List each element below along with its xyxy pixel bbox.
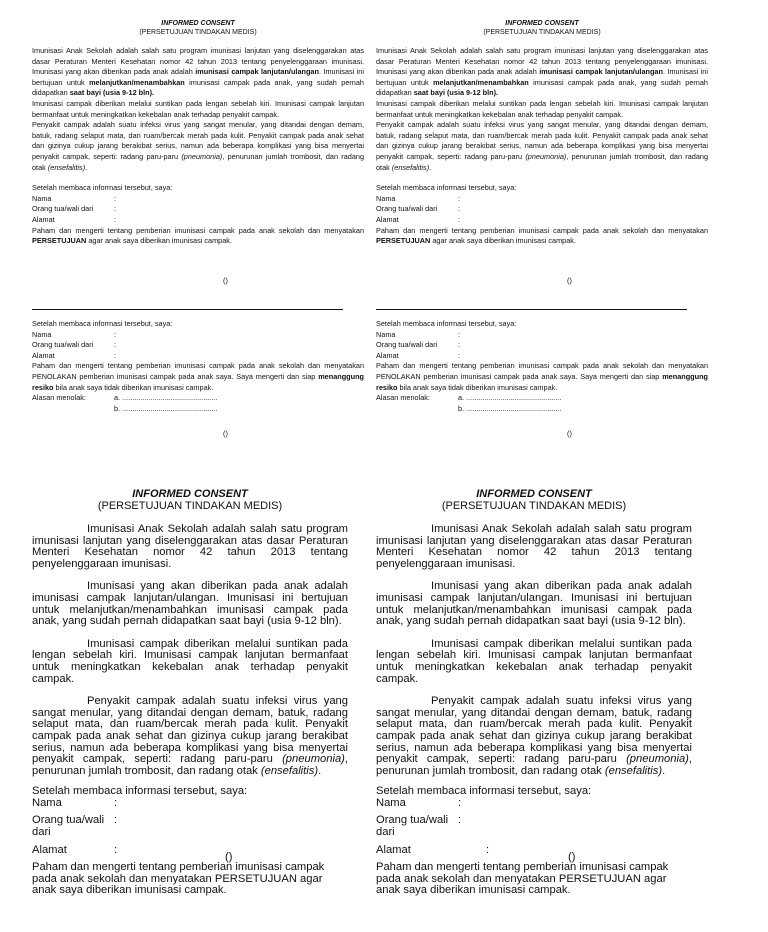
form-title: INFORMED CONSENT xyxy=(505,20,579,27)
form-title: INFORMED CONSENT xyxy=(161,20,235,27)
after-reading-text: Setelah membaca informasi tersebut, saya: xyxy=(376,183,517,193)
parent-field[interactable]: Orang tua/wali dari : xyxy=(376,340,461,350)
rejection-statement: Paham dan mengerti tentang pemberian imunisasi campak pada anak sekolah dan menyatakan PENOLAKAN pemberian imunisasi campak pada anak saya. Saya mengerti dan siap menanggung resiko bila anak saya tidak diberikan imunisasi campak. xyxy=(32,361,364,392)
injection-paragraph: Imunisasi campak diberikan melalui suntikan pada lengan sebelah kiri. Imunisasi campak lanjutan bermanfaat untuk meningkatkan kekebalan anak terhadap penyakit campak. xyxy=(376,98,708,119)
address-field[interactable]: Alamat : xyxy=(32,350,117,360)
consent-form-top-left xyxy=(32,20,364,247)
address-field[interactable]: Alamat : xyxy=(32,214,117,224)
parent-field[interactable]: Orang tua/wali dari : xyxy=(376,814,462,839)
name-field[interactable]: Nama : xyxy=(376,193,461,203)
parent-field[interactable]: Orang tua/wali dari : xyxy=(32,204,117,214)
name-field[interactable]: Nama : xyxy=(32,193,117,203)
form-subtitle: (PERSETUJUAN TINDAKAN MEDIS) xyxy=(139,28,257,36)
consent-form-bottom-right xyxy=(376,488,692,897)
rejection-statement: Paham dan mengerti tentang pemberian imunisasi campak pada anak sekolah dan menyatakan PENOLAKAN pemberian imunisasi campak pada anak saya. Saya mengerti dan siap menanggung resiko bila anak saya tidak diberikan imunisasi campak. xyxy=(376,361,708,392)
address-field[interactable]: Alamat : xyxy=(376,843,490,856)
after-reading-text: Setelah membaca informasi tersebut, saya: xyxy=(32,183,173,193)
reason-field-a[interactable]: Alasan menolak: a. ............................................... xyxy=(376,393,562,403)
signature-line[interactable]: () xyxy=(225,851,233,863)
consent-form-top-right xyxy=(376,20,708,247)
address-field[interactable]: Alamat : xyxy=(32,843,118,856)
disease-paragraph: Penyakit campak adalah suatu infeksi virus yang sangat menular, yang ditandai dengan demam, batuk, radang selaput mata, dan ruam/bercak merah pada kulit. Penyakit campak pada anak sehat dan gizinya cukup jarang berakibat serius, namun ada beberapa komplikasi yang bisa menyertai penyakit campak, seperti: radang paru-paru (pneumonia), penurunan jumlah trombosit, dan radang otak (ensefalitis). xyxy=(32,695,348,777)
parent-field[interactable]: Orang tua/wali dari : xyxy=(32,340,117,350)
agreement-statement: Paham dan mengerti tentang pemberian imunisasi campak pada anak sekolah dan menyatakan PERSETUJUAN agar anak saya diberikan imunisasi campak. xyxy=(376,861,669,897)
rejection-form-right xyxy=(376,319,708,414)
after-reading-text: Setelah membaca informasi tersebut, saya: xyxy=(32,319,173,328)
reason-field-a[interactable]: Alasan menolak: a. ............................................... xyxy=(32,393,218,403)
injection-paragraph: Imunisasi campak diberikan melalui suntikan pada lengan sebelah kiri. Imunisasi campak lanjutan bermanfaat untuk meningkatkan kekebalan anak terhadap penyakit campak. xyxy=(32,637,348,685)
agreement-statement: Paham dan mengerti tentang pemberian imunisasi campak pada anak sekolah dan menyatakan PERSETUJUAN agar anak saya diberikan imunisasi campak. xyxy=(32,861,325,897)
injection-paragraph: Imunisasi campak diberikan melalui suntikan pada lengan sebelah kiri. Imunisasi campak lanjutan bermanfaat untuk meningkatkan kekebalan anak terhadap penyakit campak. xyxy=(32,98,364,119)
agreement-statement: Paham dan mengerti tentang pemberian imunisasi campak pada anak sekolah dan menyatakan PERSETUJUAN agar anak saya diberikan imunisasi campak. xyxy=(376,225,708,246)
disease-paragraph: Penyakit campak adalah suatu infeksi virus yang sangat menular, yang ditandai dengan demam, batuk, radang selaput mata, dan ruam/bercak merah pada kulit. Penyakit campak pada anak sehat dan gizinya cukup jarang berakibat serius, namun ada beberapa komplikasi yang bisa menyertai penyakit campak, seperti: radang paru-paru (pneumonia), penurunan jumlah trombosit, dan radang otak (ensefalitis). xyxy=(376,120,709,172)
cut-divider xyxy=(376,309,687,310)
signature-line[interactable]: () xyxy=(567,276,572,285)
disease-paragraph: Penyakit campak adalah suatu infeksi virus yang sangat menular, yang ditandai dengan demam, batuk, radang selaput mata, dan ruam/bercak merah pada kulit. Penyakit campak pada anak sehat dan gizinya cukup jarang berakibat serius, namun ada beberapa komplikasi yang bisa menyertai penyakit campak, seperti: radang paru-paru (pneumonia), penurunan jumlah trombosit, dan radang otak (ensefalitis). xyxy=(376,695,692,777)
signature-line[interactable]: () xyxy=(568,851,576,863)
name-field[interactable]: Nama : xyxy=(32,796,118,809)
name-field[interactable]: Nama : xyxy=(32,329,117,339)
parent-field[interactable]: Orang tua/wali dari : xyxy=(376,204,461,214)
form-subtitle: (PERSETUJUAN TINDAKAN MEDIS) xyxy=(441,500,627,512)
agreement-statement: Paham dan mengerti tentang pemberian imunisasi campak pada anak sekolah dan menyatakan PERSETUJUAN agar anak saya diberikan imunisasi campak. xyxy=(32,225,364,246)
reason-field-b[interactable]: b. ............................................... xyxy=(458,403,562,413)
vaccine-paragraph: Imunisasi yang akan diberikan pada anak adalah imunisasi campak lanjutan/ulangan. Imunisasi ini bertujuan untuk melanjutkan/menambahkan imunisasi campak pada anak, yang sudah pernah didapatkan saat bayi (usia 9-12 bln). xyxy=(32,580,348,628)
cut-divider xyxy=(32,309,343,310)
form-subtitle: (PERSETUJUAN TINDAKAN MEDIS) xyxy=(97,500,283,512)
intro-paragraph: Imunisasi Anak Sekolah adalah salah satu program imunisasi lanjutan yang diselenggarakan atas dasar Peraturan Menteri Kesehatan nomor 42 tahun 2013 tentang penyelenggaraan imunisasi. Imunisasi yang akan diberikan pada anak adalah imunisasi campak lanjutan/ulangan. Imunisasi ini bertujuan untuk melanjutkan/menambahkan imunisasi campak pada anak, yang sudah pernah didapatkan saat bayi (usia 9-12 bln). xyxy=(376,46,708,98)
disease-paragraph: Penyakit campak adalah suatu infeksi virus yang sangat menular, yang ditandai dengan demam, batuk, radang selaput mata, dan ruam/bercak merah pada kulit. Penyakit campak pada anak sehat dan gizinya cukup jarang berakibat serius, namun ada beberapa komplikasi yang bisa menyertai penyakit campak, seperti: radang paru-paru (pneumonia), penurunan jumlah trombosit, dan radang otak (ensefalitis). xyxy=(32,120,365,172)
after-reading-text: Setelah membaca informasi tersebut, saya: xyxy=(32,785,248,798)
form-subtitle: (PERSETUJUAN TINDAKAN MEDIS) xyxy=(483,28,601,36)
after-reading-text: Setelah membaca informasi tersebut, saya: xyxy=(376,785,592,798)
address-field[interactable]: Alamat : xyxy=(376,214,461,224)
name-field[interactable]: Nama : xyxy=(376,796,462,809)
rejection-form-left xyxy=(32,319,364,414)
signature-line[interactable]: () xyxy=(567,429,572,438)
address-field[interactable]: Alamat : xyxy=(376,350,461,360)
signature-line[interactable]: () xyxy=(223,276,228,285)
intro-paragraph: Imunisasi Anak Sekolah adalah salah satu program imunisasi lanjutan yang diselenggarakan atas dasar Peraturan Menteri Kesehatan nomor 42 tahun 2013 tentang penyelenggaraan imunisasi. xyxy=(32,523,348,570)
form-title: INFORMED CONSENT xyxy=(132,488,248,500)
injection-paragraph: Imunisasi campak diberikan melalui suntikan pada lengan sebelah kiri. Imunisasi campak lanjutan bermanfaat untuk meningkatkan kekebalan anak terhadap penyakit campak. xyxy=(376,637,692,685)
intro-paragraph: Imunisasi Anak Sekolah adalah salah satu program imunisasi lanjutan yang diselenggarakan atas dasar Peraturan Menteri Kesehatan nomor 42 tahun 2013 tentang penyelenggaraan imunisasi. Imunisasi yang akan diberikan pada anak adalah imunisasi campak lanjutan/ulangan. Imunisasi ini bertujuan untuk melanjutkan/menambahkan imunisasi campak pada anak, yang sudah pernah didapatkan saat bayi (usia 9-12 bln). xyxy=(32,46,364,98)
signature-line[interactable]: () xyxy=(223,429,228,438)
intro-paragraph: Imunisasi Anak Sekolah adalah salah satu program imunisasi lanjutan yang diselenggarakan atas dasar Peraturan Menteri Kesehatan nomor 42 tahun 2013 tentang penyelenggaraan imunisasi. xyxy=(376,523,692,570)
form-title: INFORMED CONSENT xyxy=(476,488,592,500)
after-reading-text: Setelah membaca informasi tersebut, saya: xyxy=(376,319,517,328)
reason-field-b[interactable]: b. ............................................... xyxy=(114,403,218,413)
consent-form-bottom-left xyxy=(32,488,348,897)
name-field[interactable]: Nama : xyxy=(376,329,461,339)
vaccine-paragraph: Imunisasi yang akan diberikan pada anak adalah imunisasi campak lanjutan/ulangan. Imunisasi ini bertujuan untuk melanjutkan/menambahkan imunisasi campak pada anak, yang sudah pernah didapatkan saat bayi (usia 9-12 bln). xyxy=(376,580,692,628)
parent-field[interactable]: Orang tua/wali dari : xyxy=(32,814,118,839)
